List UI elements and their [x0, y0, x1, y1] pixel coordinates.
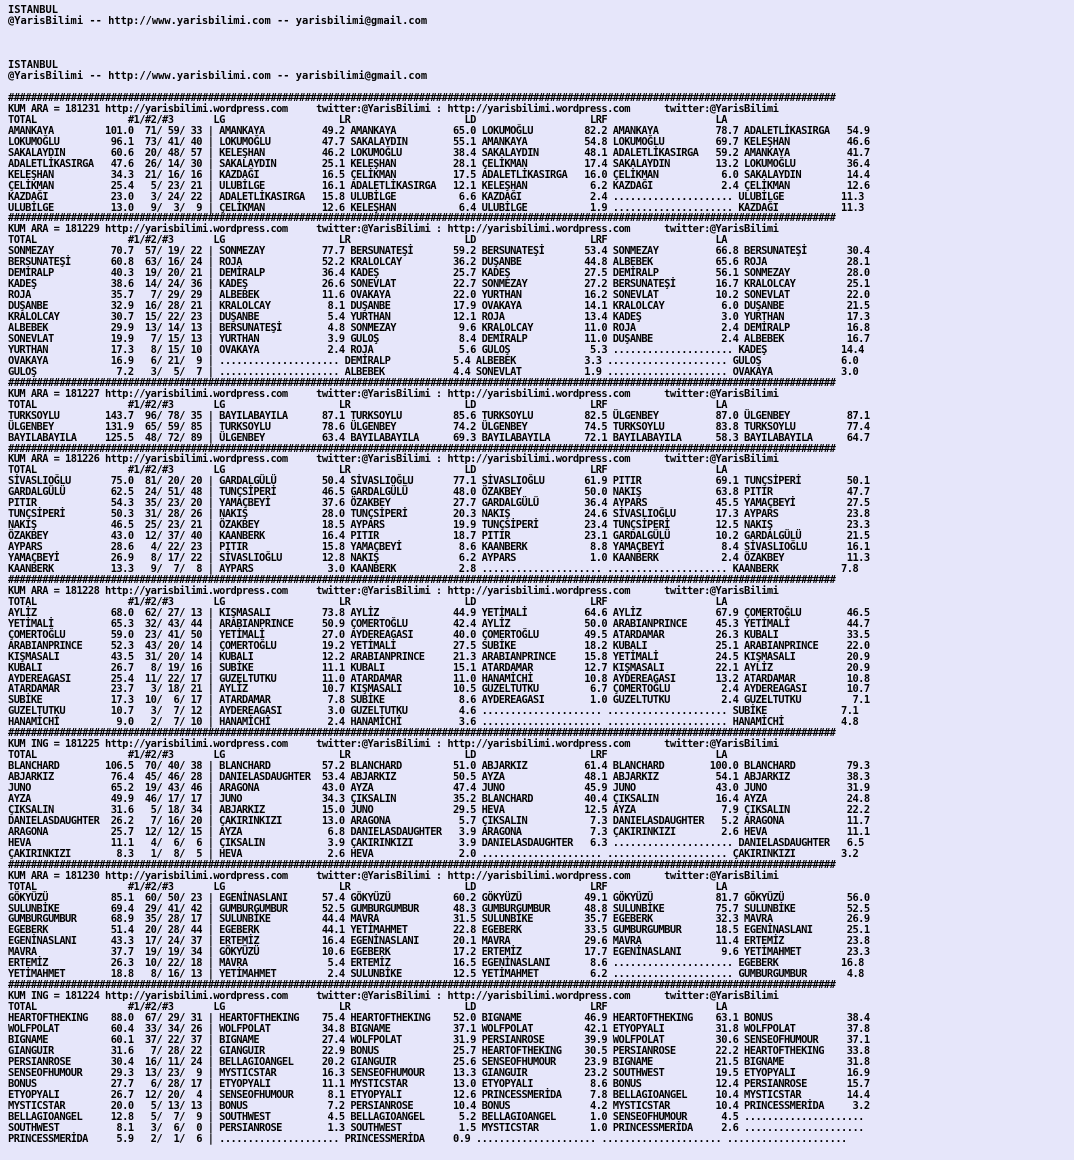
report-row: KAANBERK 13.3 9/ 7/ 8 | AYPARS 3.0 KAANBERK 2.8 ..................... ..................... KAANBERK 7.8	[8, 562, 859, 575]
section-separator: #################################################################################################################################################	[8, 212, 836, 225]
report-row: GUMBURGUMBUR 68.9 35/ 28/ 17 | SULUNBİKE 44.4 MAVRA 31.5 SULUNBİKE 35.7 EGEBERK 32.3 MAVRA 26.9	[8, 913, 870, 926]
section-separator: #################################################################################################################################################	[8, 858, 836, 871]
report-row: GÖKYÜZÜ 85.1 60/ 50/ 23 | EGENİNASLANI 57.4 GÖKYÜZÜ 60.2 GÖKYÜZÜ 49.1 GÖKYÜZÜ 81.7 GÖKYÜZÜ 56.0	[8, 891, 870, 904]
report-row: PERSIANROSE 30.4 16/ 11/ 24 | BELLAGIOANGEL 20.2 GIANGUIR 25.6 SENSEOFHUMOUR 23.9 BIGNAME 21.5 BIGNAME 31.8	[8, 1055, 870, 1068]
section-separator: #################################################################################################################################################	[8, 727, 836, 740]
report-row: ALBEBEK 29.9 13/ 14/ 13 | BERSUNATEŞİ 4.8 SONMEZAY 9.6 KRALOLCAY 11.0 ROJA 2.4 DEMİRALP 16.8	[8, 322, 870, 335]
report-row: YAMAÇBEYİ 26.9 8/ 17/ 22 | SİVASLIOĞLU 12.8 NAKIŞ 6.2 AYPARS 1.0 KAANBERK 2.4 ÖZAKBEY 11.3	[8, 552, 870, 565]
report-row: YETİMALİ 65.3 32/ 43/ 44 | ARABIANPRINCE 50.9 ÇOMERTOĞLU 42.4 AYLİZ 50.0 ARABIANPRINCE 45.3 YETİMALİ 44.7	[8, 617, 870, 630]
document	[8, 5, 1070, 1145]
report-row: TURKSOYLU 143.7 96/ 78/ 35 | BAYILABAYILA 87.1 TURKSOYLU 85.6 TURKSOYLU 82.5 ÜLGENBEY 87.0 ÜLGENBEY 87.1	[8, 409, 870, 422]
report-row: ÜLGENBEY 131.9 65/ 59/ 85 | TURKSOYLU 78.6 ÜLGENBEY 74.2 ÜLGENBEY 74.5 TURKSOYLU 83.8 TURKSOYLU 77.4	[8, 420, 870, 433]
city-title: ISTANBUL	[8, 59, 59, 71]
report-row: KAZDAĞI 23.0 3/ 24/ 22 | ADALETLİKASIRGA 15.8 ULUBİLGE 6.6 KAZDAĞI 2.4 ..................... ULUBİLGE 11.3	[8, 190, 864, 203]
report-row: GARDALGÜLÜ 62.5 24/ 51/ 48 | TUNÇSİPERİ 46.5 GARDALGÜLÜ 48.0 ÖZAKBEY 50.0 NAKIŞ 63.8 PITIR 47.7	[8, 486, 870, 499]
report-row: WOLFPOLAT 60.4 33/ 34/ 26 | WOLFPOLAT 34.8 BIGNAME 37.1 WOLFPOLAT 42.1 ETYOPYALI 31.8 WOLFPOLAT 37.8	[8, 1023, 870, 1036]
credit-line: @YarisBilimi -- http://www.yarisbilimi.com -- yarisbilimi@gmail.com	[8, 15, 428, 27]
report-row: DUŞANBE 32.9 16/ 28/ 21 | KRALOLCAY 8.1 DUŞANBE 17.9 OVAKAYA 14.1 KRALOLCAY 6.0 DUŞANBE 21.5	[8, 300, 870, 313]
column-header: TOTAL #1/#2/#3 LG LR LD LRF LA	[8, 595, 727, 608]
report-row: BAYILABAYILA 125.5 48/ 72/ 89 | ÜLGENBEY 63.4 BAYILABAYILA 69.3 BAYILABAYILA 72.1 BAYILABAYILA 58.3 BAYILABAYILA 64.7	[8, 431, 870, 444]
report-row: KADEŞ 38.6 14/ 24/ 36 | KADEŞ 26.6 SONEVLAT 22.7 SONMEZAY 27.2 BERSUNATEŞİ 16.7 KRALOLCAY 25.1	[8, 278, 870, 291]
report-row: ARABIANPRINCE 52.3 43/ 20/ 14 | ÇOMERTOĞLU 19.2 YETİMALİ 27.5 SUBİKE 18.2 KUBALI 25.1 ARABIANPRINCE 22.0	[8, 639, 870, 652]
report-row: SAKALAYDIN 60.6 20/ 48/ 57 | KELEŞHAN 46.2 LOKUMOĞLU 38.4 SAKALAYDIN 48.1 ADALETLİKASIRGA 59.2 AMANKAYA 41.7	[8, 146, 870, 159]
race-header: KUM ARA = 181231 http://yarisbilimi.wordpress.com twitter:@YarisBilimi : http://yarisbilimi.wordpress.com twitter:@YarisBilimi	[8, 102, 779, 115]
report-row: SONEVLAT 19.9 7/ 15/ 13 | YURTHAN 3.9 GULOŞ 8.4 DEMİRALP 11.0 DUŞANBE 2.4 ALBEBEK 16.7	[8, 332, 870, 345]
report-row: PITIR 54.3 35/ 23/ 20 | YAMAÇBEYİ 37.6 ÖZAKBEY 27.7 GARDALGÜLÜ 36.4 AYPARS 45.5 YAMAÇBEYİ 27.5	[8, 497, 870, 510]
report-row: PRINCESSMERİDA 5.9 2/ 1/ 6 | ..................... PRINCESSMERİDA 0.9 ..................... ..................... .....................	[8, 1132, 847, 1145]
report-row: SİVASLIOĞLU 75.0 81/ 20/ 20 | GARDALGÜLÜ 50.4 SİVASLIOĞLU 77.1 SİVASLIOĞLU 61.9 PITIR 69.1 TUNÇSİPERİ 50.1	[8, 475, 870, 488]
race-header: KUM ARA = 181230 http://yarisbilimi.wordpress.com twitter:@YarisBilimi : http://yarisbilimi.wordpress.com twitter:@YarisBilimi	[8, 869, 779, 882]
section-separator: #################################################################################################################################################	[8, 979, 836, 992]
header-block-2	[8, 60, 1070, 82]
report-row: BELLAGIOANGEL 12.8 5/ 7/ 9 | SOUTHWEST 4.5 BELLAGIOANGEL 5.2 BELLAGIOANGEL 1.0 SENSEOFHUMOUR 4.5 .....................	[8, 1110, 864, 1123]
report-row: SENSEOFHUMOUR 29.3 13/ 23/ 9 | MYSTICSTAR 16.3 SENSEOFHUMOUR 13.3 GIANGUIR 23.2 SOUTHWEST 19.5 ETYOPYALI 16.9	[8, 1066, 870, 1079]
column-header: TOTAL #1/#2/#3 LG LR LD LRF LA	[8, 398, 727, 411]
column-header: TOTAL #1/#2/#3 LG LR LD LRF LA	[8, 234, 727, 247]
report-row: YURTHAN 17.3 8/ 15/ 10 | OVAKAYA 2.4 ROJA 5.6 GULOŞ 5.3 ..................... KADEŞ 14.4	[8, 343, 864, 356]
race-header: KUM ARA = 181227 http://yarisbilimi.wordpress.com twitter:@YarisBilimi : http://yarisbilimi.wordpress.com twitter:@YarisBilimi	[8, 387, 779, 400]
credit-line: @YarisBilimi -- http://www.yarisbilimi.com -- yarisbilimi@gmail.com	[8, 70, 428, 82]
report-row: ADALETLİKASIRGA 47.6 26/ 14/ 30 | SAKALAYDIN 25.1 KELEŞHAN 28.1 ÇELİKMAN 17.4 SAKALAYDIN 13.2 LOKUMOĞLU 36.4	[8, 157, 870, 170]
report-row: JUNO 65.2 19/ 43/ 46 | ARAGONA 43.0 AYZA 47.4 JUNO 45.9 JUNO 43.0 JUNO 31.9	[8, 782, 870, 795]
report-row: MAVRA 37.7 19/ 19/ 34 | GÖKYÜZÜ 10.6 EGEBERK 17.2 ERTEMİZ 17.7 EGENİNASLANI 9.6 YETİMAHMET 23.3	[8, 946, 870, 959]
report-row: SUBİKE 17.3 10/ 6/ 17 | ATARDAMAR 7.8 SUBİKE 8.6 AYDEREAGASI 1.0 GUZELTUTKU 2.4 GUZELTUTKU 7.1	[8, 694, 870, 707]
report-row: DANIELASDAUGHTER 26.2 7/ 16/ 20 | ÇAKIRINKIZI 13.0 ARAGONA 5.7 ÇIKSALIN 7.3 DANIELASDAUGHTER 5.2 ARAGONA 11.7	[8, 814, 870, 827]
report-row: ATARDAMAR 23.7 3/ 18/ 21 | AYLİZ 10.7 KIŞMASALI 10.5 GUZELTUTKU 6.7 ÇOMERTOĞLU 2.4 AYDEREAGASI 10.7	[8, 683, 870, 696]
report-row: YETİMAHMET 18.8 8/ 16/ 13 | YETİMAHMET 2.4 SULUNBİKE 12.5 YETİMAHMET 6.2 ..................... GUMBURGUMBUR 4.8	[8, 968, 864, 981]
report-row: AYPARS 28.6 4/ 22/ 23 | PITIR 15.8 YAMAÇBEYİ 8.6 KAANBERK 8.8 YAMAÇBEYİ 8.4 SİVASLIOĞLU 16.1	[8, 541, 870, 554]
report-row: SOUTHWEST 8.1 3/ 6/ 0 | PERSIANROSE 1.3 SOUTHWEST 1.5 MYSTICSTAR 1.0 PRINCESSMERİDA 2.6 .....................	[8, 1121, 864, 1134]
report-row: AMANKAYA 101.0 71/ 59/ 33 | AMANKAYA 49.2 AMANKAYA 65.0 LOKUMOĞLU 82.2 AMANKAYA 78.7 ADALETLİKASIRGA 54.9	[8, 124, 870, 137]
header-block-1	[8, 5, 1070, 27]
report-row: DEMİRALP 40.3 19/ 20/ 21 | DEMİRALP 36.4 KADEŞ 25.7 KADEŞ 27.5 DEMİRALP 56.1 SONMEZAY 28.0	[8, 267, 870, 280]
report-row: ETYOPYALI 26.7 12/ 20/ 4 | SENSEOFHUMOUR 8.1 ETYOPYALI 12.6 PRINCESSMERİDA 7.8 BELLAGIOANGEL 10.4 MYSTICSTAR 14.4	[8, 1088, 870, 1101]
city-title: ISTANBUL	[8, 4, 59, 16]
report-row: ULUBİLGE 13.0 9/ 3/ 9 | ÇELİKMAN 12.6 KELEŞHAN 6.4 ULUBİLGE 1.9 ..................... KAZDAĞI 11.3	[8, 201, 864, 214]
report-row: EGENİNASLANI 43.3 17/ 24/ 37 | ERTEMİZ 16.4 EGENİNASLANI 20.1 MAVRA 29.6 MAVRA 11.4 ERTEMİZ 23.8	[8, 935, 870, 948]
report-row: NAKIŞ 46.5 25/ 23/ 21 | ÖZAKBEY 18.5 AYPARS 19.9 TUNÇSİPERİ 23.4 TUNÇSİPERİ 12.5 NAKIŞ 23.3	[8, 519, 870, 532]
report-row: BONUS 27.7 6/ 28/ 17 | ETYOPYALI 11.1 MYSTICSTAR 13.0 ETYOPYALI 8.6 BONUS 12.4 PERSIANROSE 15.7	[8, 1077, 870, 1090]
report-row: HANAMİCHİ 9.0 2/ 7/ 10 | HANAMİCHİ 2.4 HANAMİCHİ 3.6 ..................... ..................... HANAMİCHİ 4.8	[8, 716, 859, 729]
race-header: KUM ARA = 181228 http://yarisbilimi.wordpress.com twitter:@YarisBilimi : http://yarisbilimi.wordpress.com twitter:@YarisBilimi	[8, 584, 779, 597]
report-row: ERTEMİZ 26.3 10/ 22/ 18 | MAVRA 5.4 ERTEMİZ 16.5 EGENİNASLANI 8.6 ..................... EGEBERK 16.8	[8, 957, 864, 970]
report-row: LOKUMOĞLU 96.1 73/ 41/ 40 | LOKUMOĞLU 47.7 SAKALAYDIN 55.1 AMANKAYA 54.8 LOKUMOĞLU 69.7 KELEŞHAN 46.6	[8, 135, 870, 148]
report-row: EGEBERK 51.4 20/ 28/ 44 | EGEBERK 44.1 YETİMAHMET 22.8 EGEBERK 33.5 GUMBURGUMBUR 18.5 EGENİNASLANI 25.1	[8, 924, 870, 937]
section-separator: #################################################################################################################################################	[8, 376, 836, 389]
report-row: TUNÇSİPERİ 50.3 31/ 28/ 26 | NAKIŞ 28.0 TUNÇSİPERİ 20.3 NAKIŞ 24.6 SİVASLIOĞLU 17.3 AYPARS 23.8	[8, 508, 870, 521]
report-row: ABJARKIZ 76.4 45/ 46/ 28 | DANIELASDAUGHTER 53.4 ABJARKIZ 50.5 AYZA 48.1 ABJARKIZ 54.1 ABJARKIZ 38.3	[8, 771, 870, 784]
report-row: KRALOLCAY 30.7 15/ 22/ 23 | DUŞANBE 5.4 YURTHAN 12.1 ROJA 13.4 KADEŞ 3.0 YURTHAN 17.3	[8, 311, 870, 324]
report-row: ÇIKSALIN 31.6 5/ 18/ 34 | ABJARKIZ 15.0 JUNO 29.5 HEVA 12.5 AYZA 7.9 ÇIKSALIN 22.2	[8, 803, 870, 816]
report-row: AYZA 49.9 46/ 17/ 17 | JUNO 34.3 ÇIKSALIN 35.2 BLANCHARD 40.4 ÇIKSALIN 16.4 AYZA 24.8	[8, 793, 870, 805]
column-header: TOTAL #1/#2/#3 LG LR LD LRF LA	[8, 749, 727, 762]
report-row: KIŞMASALI 43.5 31/ 20/ 14 | KUBALI 12.2 ARABIANPRINCE 21.3 ARABIANPRINCE 15.8 YETİMALİ 24.5 KIŞMASALI 20.9	[8, 650, 870, 663]
report-row: ÇELİKMAN 25.4 5/ 23/ 21 | ULUBİLGE 16.1 ADALETLİKASIRGA 12.1 KELEŞHAN 6.2 KAZDAĞI 2.4 ÇELİKMAN 12.6	[8, 179, 870, 192]
section-separator: #################################################################################################################################################	[8, 442, 836, 455]
section-separator: #################################################################################################################################################	[8, 573, 836, 586]
report-row: ÇOMERTOĞLU 59.0 23/ 41/ 50 | YETİMALİ 27.0 AYDEREAGASI 40.0 ÇOMERTOĞLU 49.5 ATARDAMAR 26.3 KUBALI 33.5	[8, 628, 870, 641]
report-row: ROJA 35.7 7/ 29/ 29 | ALBEBEK 11.6 OVAKAYA 22.0 YURTHAN 16.2 SONEVLAT 10.2 SONEVLAT 22.0	[8, 289, 870, 302]
report-row: GIANGUIR 31.6 7/ 28/ 22 | GIANGUIR 22.9 BONUS 25.7 HEARTOFTHEKING 30.5 PERSIANROSE 22.2 HEARTOFTHEKING 33.8	[8, 1044, 870, 1057]
report-row: SULUNBİKE 69.4 29/ 41/ 42 | GUMBURGUMBUR 52.5 GUMBURGUMBUR 48.3 GUMBURGUMBUR 48.8 SULUNBİKE 75.7 SULUNBİKE 52.5	[8, 902, 870, 915]
column-header: TOTAL #1/#2/#3 LG LR LD LRF LA	[8, 464, 727, 477]
report-row: KELEŞHAN 34.3 21/ 16/ 16 | KAZDAĞI 16.5 ÇELİKMAN 17.5 ADALETLİKASIRGA 16.0 ÇELİKMAN 6.0 SAKALAYDIN 14.4	[8, 168, 870, 181]
report-row: HEVA 11.1 4/ 6/ 6 | ÇIKSALIN 3.9 ÇAKIRINKIZI 3.9 DANIELASDAUGHTER 6.3 ..................... DANIELASDAUGHTER 6.5	[8, 836, 864, 849]
column-header: TOTAL #1/#2/#3 LG LR LD LRF LA	[8, 880, 727, 893]
report-row: ÇAKIRINKIZI 8.3 1/ 8/ 5 | HEVA 2.6 HEVA 2.0 ..................... ..................... ÇAKIRINKIZI 3.2	[8, 847, 859, 860]
report-row: GUZELTUTKU 10.7 3/ 7/ 12 | AYDEREAGASI 3.0 GUZELTUTKU 4.6 ..................... ..................... SUBİKE 7.1	[8, 705, 859, 718]
report-row: AYLİZ 68.0 62/ 27/ 13 | KIŞMASALI 73.8 AYLİZ 44.9 YETİMALİ 64.6 AYLİZ 67.9 ÇOMERTOĞLU 46.5	[8, 606, 870, 619]
report-row: AYDEREAGASI 25.4 11/ 22/ 17 | GUZELTUTKU 11.0 ATARDAMAR 11.0 HANAMİCHİ 10.8 AYDEREAGASI 13.2 ATARDAMAR 10.8	[8, 672, 870, 685]
column-header: TOTAL #1/#2/#3 LG LR LD LRF LA	[8, 1001, 727, 1014]
report-row: ÖZAKBEY 43.0 12/ 37/ 40 | KAANBERK 16.4 PITIR 18.7 PITIR 23.1 GARDALGÜLÜ 10.2 GARDALGÜLÜ 21.5	[8, 530, 870, 543]
race-header: KUM ARA = 181226 http://yarisbilimi.wordpress.com twitter:@YarisBilimi : http://yarisbilimi.wordpress.com twitter:@YarisBilimi	[8, 453, 779, 466]
report-row: SONMEZAY 70.7 57/ 19/ 22 | SONMEZAY 77.7 BERSUNATEŞİ 59.2 BERSUNATEŞİ 53.4 SONMEZAY 66.8 BERSUNATEŞİ 30.4	[8, 245, 870, 258]
report-row: ARAGONA 25.7 12/ 12/ 15 | AYZA 6.8 DANIELASDAUGHTER 3.9 ARAGONA 7.3 ÇAKIRINKIZI 2.6 HEVA 11.1	[8, 825, 870, 838]
race-header: KUM ING = 181225 http://yarisbilimi.wordpress.com twitter:@YarisBilimi : http://yarisbilimi.wordpress.com twitter:@YarisBilimi	[8, 738, 779, 751]
report-row: MYSTICSTAR 20.0 5/ 13/ 13 | BONUS 7.2 PERSIANROSE 10.4 BONUS 4.2 MYSTICSTAR 10.4 PRINCESSMERİDA 3.2	[8, 1099, 870, 1112]
report-table	[8, 93, 1070, 1145]
report-row: BERSUNATEŞİ 60.8 63/ 16/ 24 | ROJA 52.2 KRALOLCAY 36.2 DUŞANBE 44.8 ALBEBEK 65.6 ROJA 28.1	[8, 256, 870, 269]
report-row: KUBALI 26.7 8/ 19/ 16 | SUBİKE 11.1 KUBALI 15.1 ATARDAMAR 12.7 KIŞMASALI 22.1 AYLİZ 20.9	[8, 661, 870, 674]
report-row: BIGNAME 60.1 37/ 22/ 37 | BIGNAME 27.4 WOLFPOLAT 31.9 PERSIANROSE 39.9 WOLFPOLAT 30.6 SENSEOFHUMOUR 37.1	[8, 1033, 870, 1046]
report-row: OVAKAYA 16.9 6/ 21/ 9 | ..................... DEMİRALP 5.4 ALBEBEK 3.3 ..................... GULOŞ 6.0	[8, 354, 859, 367]
report-row: BLANCHARD 106.5 70/ 40/ 38 | BLANCHARD 57.2 BLANCHARD 51.0 ABJARKIZ 61.4 BLANCHARD 100.0 BLANCHARD 79.3	[8, 760, 870, 773]
report-row: HEARTOFTHEKING 88.0 67/ 29/ 31 | HEARTOFTHEKING 75.4 HEARTOFTHEKING 52.0 BIGNAME 46.9 HEARTOFTHEKING 63.1 BONUS 38.4	[8, 1012, 870, 1025]
race-header: KUM ING = 181224 http://yarisbilimi.wordpress.com twitter:@YarisBilimi : http://yarisbilimi.wordpress.com twitter:@YarisBilimi	[8, 990, 779, 1003]
report-row: GULOŞ 7.2 3/ 5/ 7 | ..................... ALBEBEK 4.4 SONEVLAT 1.9 ..................... OVAKAYA 3.0	[8, 365, 859, 378]
column-header: TOTAL #1/#2/#3 LG LR LD LRF LA	[8, 113, 727, 126]
race-header: KUM ARA = 181229 http://yarisbilimi.wordpress.com twitter:@YarisBilimi : http://yarisbilimi.wordpress.com twitter:@YarisBilimi	[8, 223, 779, 236]
section-separator: #################################################################################################################################################	[8, 92, 836, 104]
